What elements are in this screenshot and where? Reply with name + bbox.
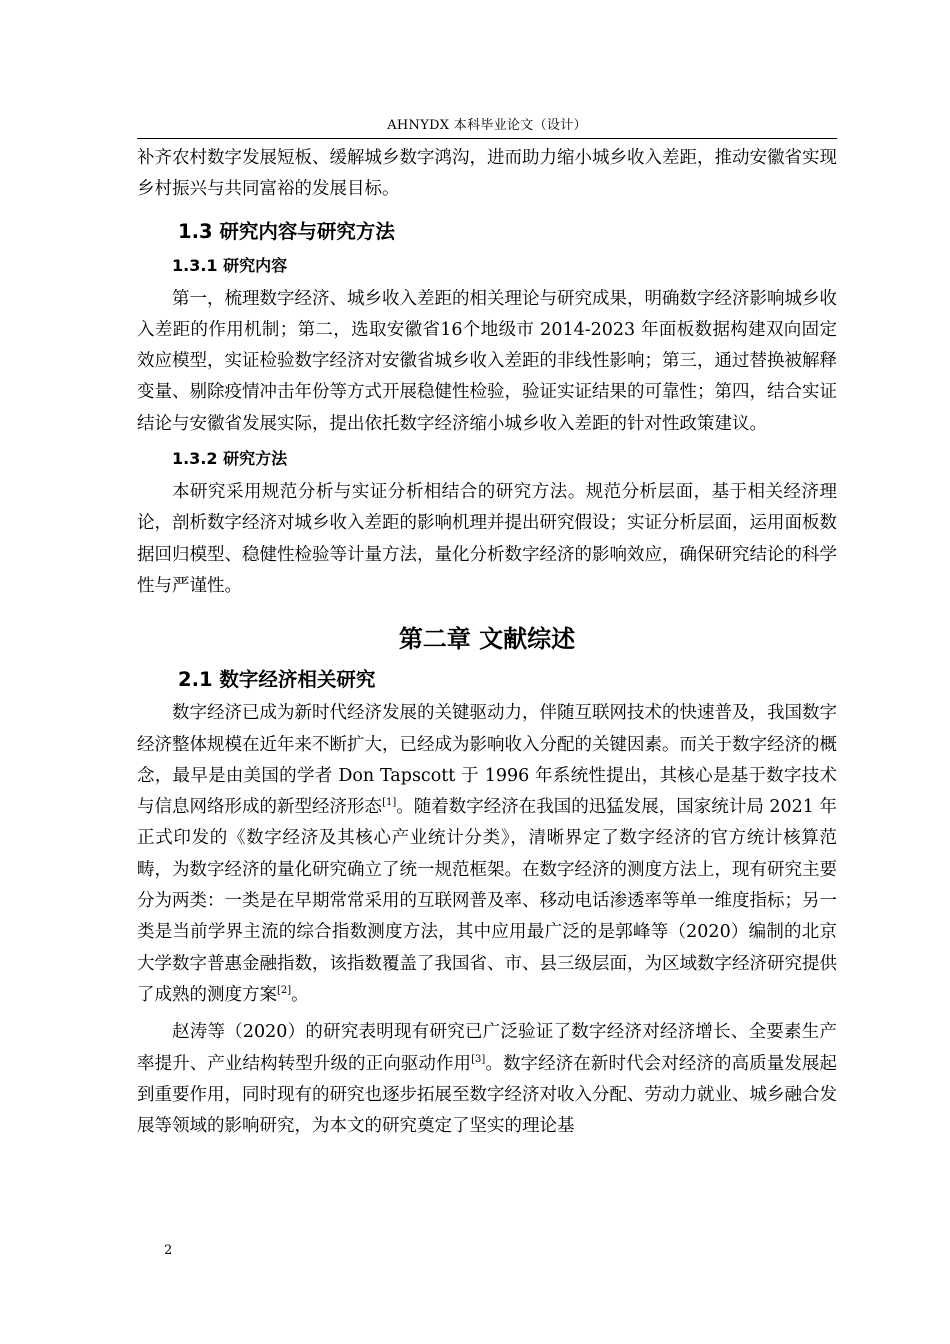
page-number: 2 — [164, 1243, 173, 1258]
paragraph-zhao-tao — [137, 1017, 837, 1142]
page-content — [137, 143, 837, 1142]
citation-3: [3] — [471, 1053, 486, 1065]
paragraph-continued: 补齐农村数字发展短板、缓解城乡数字鸿沟，进而助力缩小城乡收入差距，推动安徽省实现乡村振兴与共同富裕的发展目标。 — [137, 148, 837, 200]
page-header: AHNYDX 本科毕业论文（设计） — [387, 118, 587, 133]
paragraph-research-content: 第一，梳理数字经济、城乡收入差距的相关理论与研究成果，明确数字经济影响城乡收入差距的作用机制；第二，选取安徽省16个地级市 2014-2023 年面板数据构建双向固定效应模型，实证检验数字经济对安徽省城乡收入差距的非线性影响；第三，通过替换被解释变量、剔除疫情冲击年份等方式开展稳健性检验，验证实证结果的可靠性；第四，结合实证结论与安徽省发展实际，提出依托数字经济缩小城乡收入差距的针对性政策建议。 — [137, 288, 837, 434]
section-heading-1-3: 1.3 研究内容与研究方法 — [178, 219, 395, 243]
paragraph-text: 数字经济已成为新时代经济发展的关键驱动力，伴随互联网技术的快速普及，我国数字经济整体规模在近年来不断扩大，已经成为影响收入分配的关键因素。而关于数字经济的概念，最早是由美国的学者 Don Tapscott 于 1996 年系统性提出，其核心是基于数字技术与信息网络形成的新型经济形态 — [137, 703, 837, 818]
header-rule — [137, 138, 837, 139]
paragraph-research-method: 本研究采用规范分析与实证分析相结合的研究方法。规范分析层面，基于相关经济理论，剖析数字经济对城乡收入差距的影响机理并提出研究假设；实证分析层面，运用面板数据回归模型、稳健性检验等计量方法，量化分析数字经济的影响效应，确保研究结论的科学性与严谨性。 — [137, 482, 837, 596]
paragraph-text: 。 — [291, 984, 309, 1005]
chapter-title: 第二章 文献综述 — [398, 625, 576, 654]
subsection-heading-1-3-2: 1.3.2 研究方法 — [172, 449, 288, 469]
section-heading-2-1: 2.1 数字经济相关研究 — [178, 668, 376, 692]
subsection-heading-1-3-1: 1.3.1 研究内容 — [172, 255, 288, 275]
paragraph-text: 。随着数字经济在我国的迅猛发展，国家统计局 2021 年正式印发的《数字经济及其核心产业统计分类》，清晰界定了数字经济的官方统计核算范畴，为数字经济的量化研究确立了统一规范框架。在数字经济的测度方法上，现有研究主要分为两类：一类是在早期常常采用的互联网普及率、移动电话渗透率等单一维度指标；另一类是当前学界主流的综合指数测度方法，其中应用最广泛的是郭峰等（2020）编制的北京大学数字普惠金融指数，该指数覆盖了我国省、市、县三级层面，为区域数字经济研究提供了成熟的测度方案 — [137, 797, 837, 1005]
paragraph-digital-economy — [137, 698, 837, 1011]
paragraph-text: 赵涛等（2020）的研究表明现有研究已广泛验证了数字经济对经济增长、全要素生产率提升、产业结构转型升级的正向驱动作用 — [137, 1022, 837, 1074]
citation-2: [2] — [277, 984, 292, 996]
paragraph-text: 。数字经济在新时代会对经济的高质量发展起到重要作用，同时现有的研究也逐步拓展至数字经济对收入分配、劳动力就业、城乡融合发展等领域的影响研究，为本文的研究奠定了坚实的理论基 — [137, 1053, 838, 1137]
citation-1: [1] — [382, 797, 397, 809]
